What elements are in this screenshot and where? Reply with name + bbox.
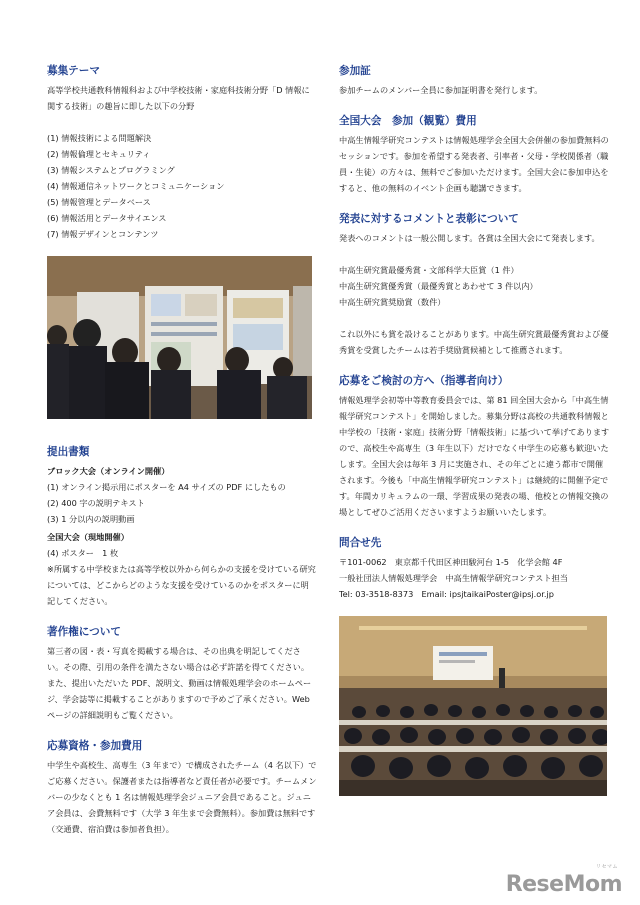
- theme-item: (6) 情報活用とデータサイエンス: [47, 213, 167, 223]
- theme-item: (1) 情報技術による問題解決: [47, 133, 152, 143]
- award-item: 中高生研究賞優秀賞（最優秀賞とあわせて 3 件以内）: [339, 281, 538, 291]
- poster-session-image: [47, 256, 312, 419]
- viewing-section: [339, 112, 611, 196]
- copyright-heading: 著作権について: [47, 626, 121, 638]
- document-item: (3) 1 分以内の説明動画: [47, 514, 135, 524]
- left-column: [47, 62, 317, 837]
- document-item: (2) 400 字の説明テキスト: [47, 498, 145, 508]
- eligibility-heading: 応募資格・参加費用: [47, 740, 143, 752]
- contact-tel-email: Tel: 03-3518-8373 Email: ipsjtaikaiPoster@ipsj.or.jp: [339, 589, 554, 599]
- theme-section: [47, 62, 317, 242]
- resemom-logo-text: ReseMom: [505, 872, 622, 897]
- contact-address: 〒101-0062 東京都千代田区神田駿河台 1-5 化学会館 4F: [339, 557, 563, 567]
- certificate-heading: 参加証: [339, 65, 371, 77]
- documents-note: ※所属する中学校または高等学校以外から何らかの支援を受けている研究については、どこからどのような支援を受けているのかをポスターに明記してください。: [47, 564, 316, 606]
- instructors-heading: 応募をご検討の方へ（指導者向け）: [339, 375, 509, 387]
- theme-item: (2) 情報倫理とセキュリティ: [47, 149, 151, 159]
- award-item: 中高生研究賞最優秀賞・文部科学大臣賞（1 件）: [339, 265, 519, 275]
- eligibility-text: 中学生や高校生、高専生（3 年まで）で構成されたチーム（4 名以下）でご応募ください。保護者または指導者など責任者が必要です。チームメンバーの少なくとも 1 名は情報処理学会ジュニア会員であること。ジュニア会員は、会費無料です（大学 3 年生まで会費無料）。参加費は無料です（交通費、宿泊費は参加者負担）。: [47, 760, 317, 834]
- document-item: (1) オンライン掲示用にポスターを A4 サイズの PDF にしたもの: [47, 482, 286, 492]
- theme-heading: 募集テーマ: [47, 65, 100, 77]
- theme-list: [47, 130, 317, 242]
- awards-heading: 発表に対するコメントと表彰について: [339, 213, 519, 225]
- theme-item: (5) 情報管理とデータベース: [47, 197, 151, 207]
- contact-section: [339, 534, 611, 602]
- theme-intro: 高等学校共通教科情報科および中学校技術・家庭科技術分野「D 情報に関する技術」の趣旨に即した以下の分野: [47, 85, 310, 111]
- contact-org: 一般社団法人情報処理学会 中高生情報学研究コンテスト担当: [339, 573, 568, 583]
- documents-section: [47, 443, 317, 609]
- resemom-logo-kana: リセマム: [596, 864, 618, 870]
- conference-hall-image: [339, 616, 607, 796]
- awards-section: [339, 210, 611, 358]
- awards-note: これ以外にも賞を設けることがあります。中高生研究賞最優秀賞および優秀賞を受賞したチームは若手奨励賞候補として推薦されます。: [339, 329, 609, 355]
- conference-hall-photo: [339, 616, 607, 796]
- right-column: [339, 62, 611, 796]
- theme-item: (4) 情報通信ネットワークとコミュニケーション: [47, 181, 225, 191]
- copyright-section: [47, 623, 317, 723]
- document-item: (4) ポスター 1 枚: [47, 548, 119, 558]
- theme-item: (3) 情報システムとプログラミング: [47, 165, 175, 175]
- instructors-section: [339, 372, 611, 520]
- national-contest-label: 全国大会（現地開催）: [47, 532, 129, 542]
- certificate-section: [339, 62, 611, 98]
- instructors-text: 情報処理学会初等中等教育委員会では、第 81 回全国大会から「中高生情報学研究コンテスト」を開始しました。募集分野は高校の共通教科情報と中学校の「技術・家庭」技術分野「情報技術」に基づいて挙げてありますので、高校生や高専生（3 年生以下）だけでなく中学生の応募も歓迎いたします。全国大会は毎年 3 月に実施され、その年ごとに違う都市で開催されます。今後も「中高生情報学研究コンテスト」は継続的に開催予定です。年間カリキュラムの一環、学習成果の発表の場、他校との情報交換の場としてぜひご活用くださいますようお願いいたします。: [339, 395, 610, 517]
- award-item: 中高生研究賞奨励賞（数件）: [339, 297, 446, 307]
- poster-session-photo: [47, 256, 312, 419]
- awards-text: 発表へのコメントは一般公開します。各賞は全国大会にて発表します。: [339, 233, 600, 243]
- contact-heading: 問合せ先: [339, 537, 382, 549]
- eligibility-section: [47, 737, 317, 837]
- viewing-text: 中高生情報学研究コンテストは情報処理学会全国大会併催の参加費無料のセッションです。参加を希望する発表者、引率者・父母・学校関係者（職員・生徒）の方々は、無料でご参加いただけます。全国大会に参加申込をすると、他の無料のイベント企画も聴講できます。: [339, 135, 609, 193]
- viewing-heading: 全国大会 参加（観覧）費用: [339, 115, 477, 127]
- certificate-text: 参加チームのメンバー全員に参加証明書を発行します。: [339, 85, 543, 95]
- documents-heading: 提出書類: [47, 446, 90, 458]
- theme-item: (7) 情報デザインとコンテンツ: [47, 229, 159, 239]
- awards-list: [339, 262, 611, 310]
- copyright-text: 第三者の図・表・写真を掲載する場合は、その出典を明記してください。その際、引用の条件を満たさない場合は必ず許諾を得てください。また、提出いただいた PDF、説明文、動画は情報処理学会のホームページ、学会誌等に掲載することがありますので予めご了承ください。Web ページの詳細説明もご覧ください。: [47, 646, 312, 720]
- resemom-logo: [505, 864, 622, 897]
- block-contest-label: ブロック大会（オンライン開催）: [47, 466, 170, 476]
